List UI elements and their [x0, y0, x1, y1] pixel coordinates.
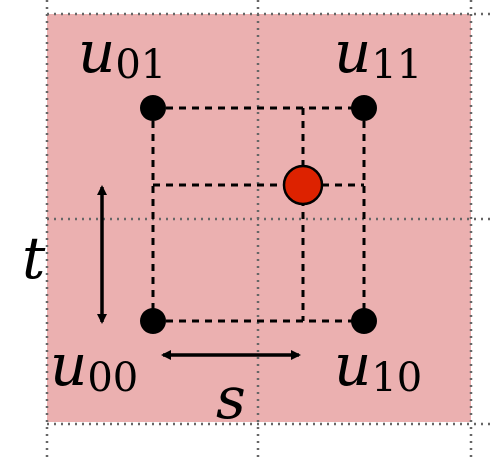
- label-s: s: [216, 364, 246, 432]
- label-u11: u11: [334, 18, 423, 88]
- sample-point: [284, 166, 322, 204]
- label-t: t: [22, 224, 46, 292]
- node-u00: [140, 308, 166, 334]
- node-u11: [351, 95, 377, 121]
- node-u01: [140, 95, 166, 121]
- label-u01: u01: [78, 18, 167, 88]
- label-u00: u00: [50, 331, 139, 401]
- label-u10: u10: [334, 331, 423, 401]
